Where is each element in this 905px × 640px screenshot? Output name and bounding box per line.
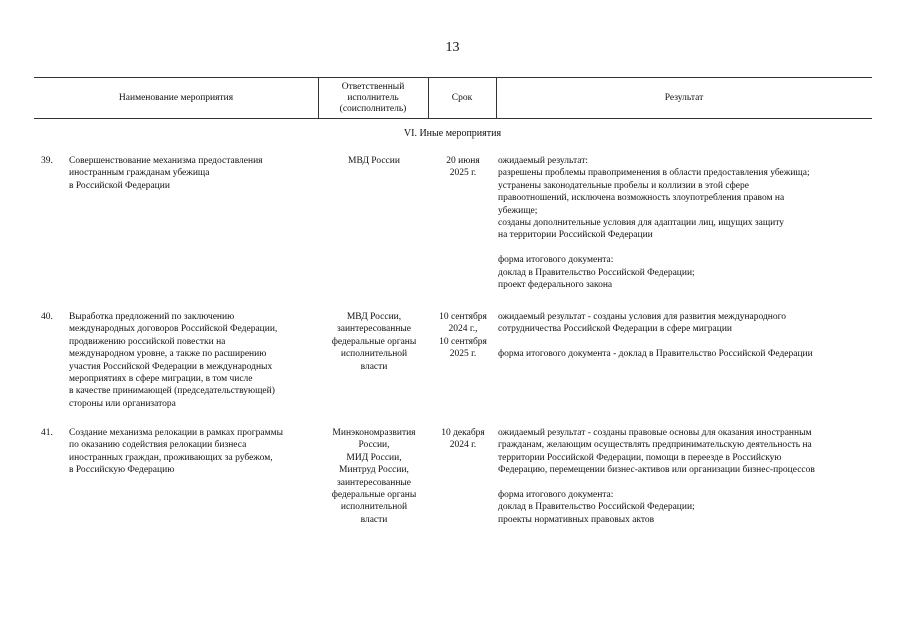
text-line: федеральные органы [331, 490, 417, 501]
text-line: 2024 г. [449, 440, 477, 451]
text-line: заинтересованные [336, 477, 412, 488]
row-name [69, 311, 319, 410]
text-line: России, [358, 440, 390, 451]
row-number: 41. [41, 428, 53, 438]
text-line: федеральные органы [331, 336, 417, 347]
text-line: Федерацию, перемещении бизнес-активов или организации бизнес-процессов [498, 465, 815, 476]
row-executor [318, 311, 430, 373]
section-title: VI. Иные мероприятия [403, 128, 502, 139]
text-line: в Российской Федерации [69, 180, 170, 191]
text-line: форма итогового документа: [498, 255, 614, 266]
row-executor [318, 155, 430, 167]
row-name [69, 155, 319, 192]
text-line: иностранным гражданам убежища [69, 168, 210, 179]
text-line: мероприятиях в сфере миграции, в том числе [69, 374, 253, 385]
text-line: Минэкономразвития [332, 428, 416, 438]
header-exec-line: Ответственный [341, 81, 405, 92]
text-line: ожидаемый результат: [498, 156, 588, 166]
row-result [498, 427, 868, 526]
text-line: по оказанию содействия релокации бизнеса [69, 440, 247, 451]
text-line: в Российскую Федерацию [69, 465, 175, 476]
text-line: на территории Российской Федерации [498, 230, 653, 241]
header-name: Наименование мероприятия [118, 92, 234, 103]
page-number: 13 [445, 40, 460, 55]
text-line: Совершенствование механизма предоставления [69, 156, 263, 166]
text-line: исполнительной [340, 349, 408, 360]
row-term [428, 311, 498, 361]
table-header [34, 78, 872, 118]
text-line: МИД России, [346, 452, 402, 463]
header-exec [318, 78, 428, 118]
text-line: Создание механизма релокации в рамках программы [69, 428, 284, 438]
text-line: форма итогового документа - доклад в Правительство Российской Федерации [498, 349, 813, 360]
text-line: проект федерального закона [498, 280, 613, 291]
text-line: МВД России [348, 156, 400, 166]
text-line: ожидаемый результат - созданы условия для развития международного [498, 312, 787, 322]
text-line: продвижению российской повестки на [69, 336, 226, 347]
header-bottom-rule [34, 118, 872, 119]
text-line: разрешены проблемы правоприменения в области предоставления убежища; [498, 168, 810, 179]
text-line: проекты нормативных правовых актов [498, 514, 655, 525]
text-line: территории Российской Федерации, помощи в переезде в Российскую [498, 452, 782, 463]
row-result [498, 155, 868, 291]
header-term: Срок [451, 92, 473, 103]
text-line: сотрудничества Российской Федерации в сфере миграции [498, 324, 732, 335]
row-term [428, 155, 498, 180]
text-line: власти [360, 361, 388, 372]
row-number: 40. [41, 312, 53, 322]
header-exec-line: исполнитель [347, 92, 399, 103]
text-line: международном уровне, а также по расширению [69, 349, 267, 360]
header-result: Результат [664, 92, 704, 103]
row-executor [318, 427, 430, 526]
row-name [69, 427, 319, 477]
text-line: устранены законодательные пробелы и коллизии в этой сфере [498, 180, 749, 191]
text-line: 10 сентября [439, 312, 487, 322]
row-result [498, 311, 868, 361]
text-line: стороны или организатора [69, 398, 176, 409]
text-line: созданы дополнительные условия для адаптации лиц, ищущих защиту [498, 218, 785, 229]
text-line: убежище; [498, 205, 538, 216]
header-exec-line: (соисполнитель) [339, 103, 407, 114]
text-line: иностранных граждан, проживающих за рубежом, [69, 452, 273, 463]
row-term [428, 427, 498, 452]
text-line: в качестве принимающей (председательствующей) [69, 386, 275, 397]
text-line: доклад в Правительство Российской Федерации; [498, 267, 695, 278]
text-line: 10 декабря [441, 428, 485, 438]
text-line: 2024 г., [448, 324, 478, 335]
text-line: исполнительной [340, 502, 408, 513]
text-line: форма итогового документа: [498, 490, 614, 501]
row-number: 39. [41, 156, 53, 166]
text-line: гражданам, желающим осуществлять предпринимательскую деятельность на [498, 440, 812, 451]
text-line: правоотношений, исключена возможность злоупотребления правом на [498, 193, 785, 204]
text-line: доклад в Правительство Российской Федерации; [498, 502, 695, 513]
text-line: 2025 г. [449, 349, 477, 360]
text-line: Минтруд России, [339, 465, 409, 476]
text-line: 10 сентября [439, 336, 487, 347]
text-line: МВД России, [346, 312, 402, 322]
text-line: участия Российской Федерации в международных [69, 361, 273, 372]
text-line: 20 июня [446, 156, 480, 166]
text-line: ожидаемый результат - созданы правовые основы для оказания иностранным [498, 428, 812, 438]
text-line: международных договоров Российской Федерации, [69, 324, 278, 335]
text-line: власти [360, 514, 388, 525]
text-line: Выработка предложений по заключению [69, 312, 235, 322]
text-line: 2025 г. [449, 168, 477, 179]
text-line: заинтересованные [336, 324, 412, 335]
